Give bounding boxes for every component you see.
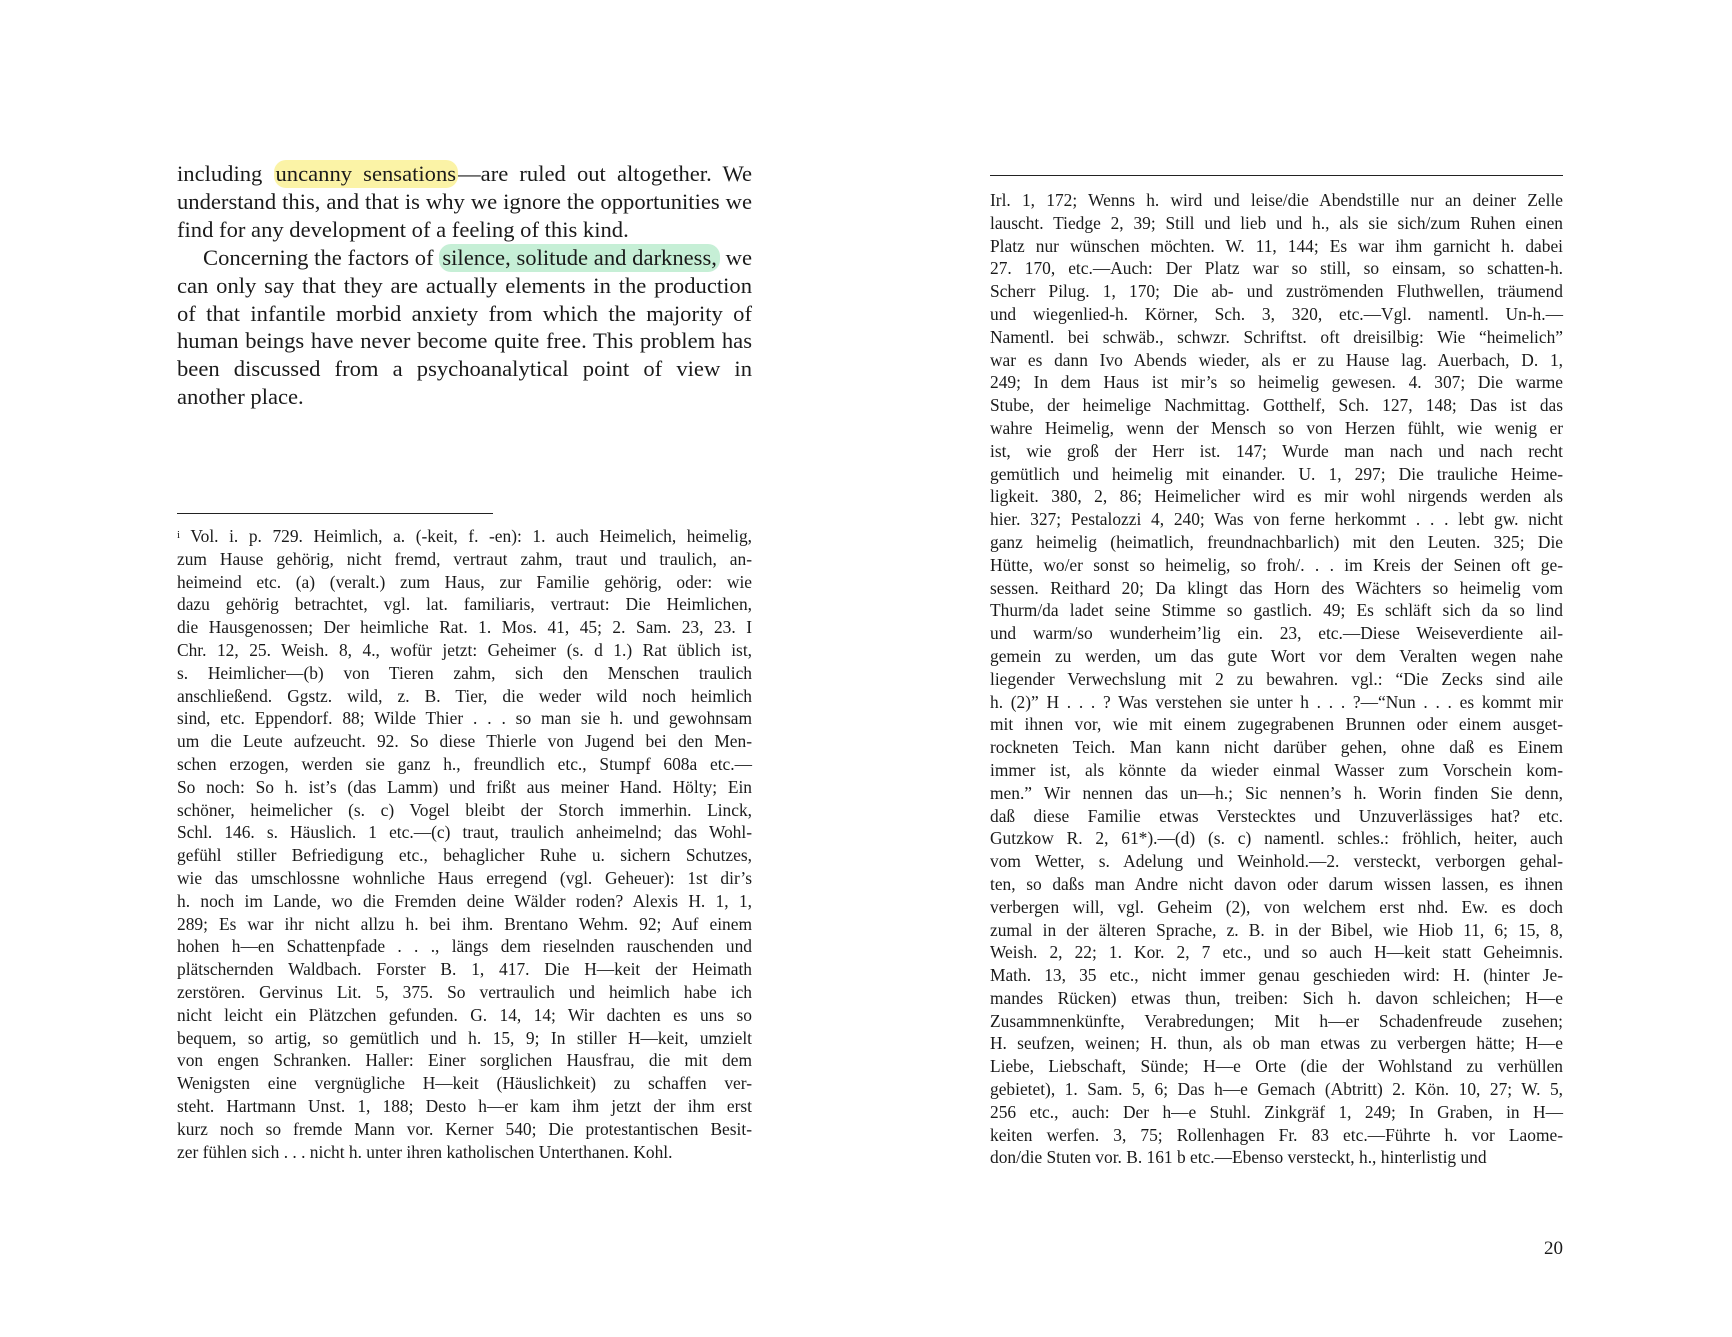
footnote-line: 27. 170, etc.—Auch: Der Platz war so still, so einsam, so schatten-h.	[990, 258, 1563, 279]
footnote-line: Namentl. bei schwäb., schwzr. Schriftst. oft dreisilbig: Wie “heimelich”	[990, 326, 1563, 347]
footnote-line: Irl. 1, 172; Wenns h. wird und leise/die Abendstille nur an deiner Zelle	[990, 190, 1563, 210]
footnote-line: Zusammnenkünfte, Verabredungen; Mit h—er Schadenfreude zusehen;	[990, 1010, 1563, 1031]
footnote-line: keiten werfen. 3, 75; Rollenhagen Fr. 83 etc.—Führte h. vor Laome-	[990, 1124, 1563, 1145]
paragraph-2	[177, 244, 752, 411]
footnote-line: Scherr Pilug. 1, 170; Die ab- und zuströmenden Fluthwellen, träumend	[990, 281, 1563, 302]
footnote-line: Weish. 2, 22; 1. Kor. 2, 7 etc., und so auch H—keit statt Geheimnis.	[990, 942, 1563, 963]
footnote-line: lauscht. Tiedge 2, 39; Still und lieb und h., als sie sich/zum Ruhen einen	[990, 212, 1563, 233]
footnote-line	[177, 525, 752, 548]
footnote-line: zumal in der älteren Sprache, z. B. in der Bibel, wie Hiob 11, 6; 15, 8,	[990, 919, 1563, 940]
footnote-line: wie das umschlossne wohnliche Haus erregend (vgl. Geheuer): 1st dir’s	[177, 867, 752, 888]
highlight-silence-solitude-darkness[interactable]: silence, solitude and darkness,	[439, 244, 720, 272]
footnote-line: dazu gehörig betrachtet, vgl. lat. familiaris, vertraut: Die Heimlichen,	[177, 594, 752, 615]
footnote-right-column	[990, 189, 1563, 1169]
footnote-line: vom Wetter, s. Adelung und Weinhold.—2. versteckt, verborgen gehal-	[990, 851, 1563, 872]
footnote-line: 256 etc., auch: Der h—e Stuhl. Zinkgräf 1, 249; In Graben, in H—	[990, 1101, 1563, 1122]
footnote-line: sessen. Reithard 20; Da klingt das Horn des Wächters so heimelig vom	[990, 577, 1563, 598]
footnote-line: 249; In dem Haus ist mir’s so heimelig gewesen. 4. 307; Die warme	[990, 372, 1563, 393]
footnote-line: Hütte, wo/er sonst so heimelig, so froh/. . . im Kreis der Seinen oft ge-	[990, 554, 1563, 575]
footnote-line: rockneten Teich. Man kann nicht darüber gehen, ohne daß es Einem	[990, 737, 1563, 758]
footnote-line: Platz nur wünschen möchten. W. 11, 144; Es war ihm garnicht h. dabei	[990, 235, 1563, 256]
footnote-left-column	[177, 525, 752, 1163]
footnote-line: Math. 13, 35 etc., nicht immer genau geschieden wird: H. (hinter Je-	[990, 965, 1563, 986]
footnote-line: schen erzogen, werden sie ganz h., freundlich etc., Stumpf 608a etc.—	[177, 753, 752, 774]
footnote-line: Thurm/da ladet seine Stimme so gastlich. 49; Es schläft sich da so lind	[990, 600, 1563, 621]
footnote-line: plätschernden Waldbach. Forster B. 1, 417. Die H—keit der Heimath	[177, 959, 752, 980]
footnote-line: Chr. 12, 25. Weish. 8, 4., wofür jetzt: Geheimer (s. d 1.) Rat üblich ist,	[177, 639, 752, 660]
footnote-line: ten, so daßs man Andre nicht davon oder darum wissen lassen, es ihnen	[990, 873, 1563, 894]
footnote-line: wahre Heimelig, wenn der Mensch so von Herzen fühlt, wie wenig er	[990, 417, 1563, 438]
footnote-line: don/die Stuten vor. B. 161 b etc.—Ebenso versteckt, h., hinterlistig und	[990, 1147, 1487, 1168]
page-number: 20	[1544, 1238, 1563, 1259]
footnote-line: Stube, der heimelige Nachmittag. Gotthelf, Sch. 127, 148; Das ist das	[990, 395, 1563, 416]
footnote-line: immer ist, als könnte da wieder einmal Wasser zum Vorschein kom-	[990, 759, 1563, 780]
main-text	[177, 160, 752, 411]
footnote-line: heimeind etc. (a) (veralt.) zum Haus, zur Familie gehörig, oder: wie	[177, 571, 752, 592]
highlight-uncanny-sensations[interactable]: uncanny sensations	[275, 161, 457, 186]
footnote-line: zum Hause gehörig, nicht fremd, vertraut zahm, traut und traulich, an-	[177, 548, 752, 569]
footnote-line: schöner, heimelicher (s. c) Vogel bleibt der Storch immerhin. Linck,	[177, 799, 752, 820]
footnote-line: 289; Es war ihr nicht allzu h. bei ihm. Brentano Wehm. 92; Auf einem	[177, 913, 752, 934]
footnote-line: gebietet), 1. Sam. 5, 6; Das h—e Gemach (Abtritt) 2. Kön. 10, 27; W. 5,	[990, 1079, 1563, 1100]
footnote-line: ganz heimelig (heimatlich, freundnachbarlich) mit den Leuten. 325; Die	[990, 531, 1563, 552]
footnote-divider-right	[990, 175, 1563, 176]
footnote-line: hier. 327; Pestalozzi 4, 240; Was von ferne herkommt . . . lebt gw. nicht	[990, 509, 1563, 530]
footnote-line: zerstören. Gervinus Lit. 5, 375. So vertraulich und heimlich habe ich	[177, 981, 752, 1002]
footnote-line: sind, etc. Eppendorf. 88; Wilde Thier . . . so man sie h. und gewohnsam	[177, 708, 752, 729]
footnote-line: war es dann Ivo Abends wieder, als er zu Hause lag. Auerbach, D. 1,	[990, 349, 1563, 370]
footnote-line: und warm/so wunderheim’lig ein. 23, etc.—Diese Weiseverdiente ail-	[990, 623, 1563, 644]
footnote-line: ligkeit. 380, 2, 86; Heimelicher wird es mir wohl nirgends werden als	[990, 486, 1563, 507]
footnote-line: verbergen will, vgl. Geheim (2), von welchem erst nhd. Ew. es doch	[990, 896, 1563, 917]
footnote-line: Gutzkow R. 2, 61*).—(d) (s. c) namentl. schles.: fröhlich, heiter, auch	[990, 828, 1563, 849]
footnote-line: h. (2)” H . . . ? Was verstehen sie unter h . . . ?—“Nun . . . es kommt mir	[990, 691, 1563, 712]
footnote-line: und wiegenlied-h. Körner, Sch. 3, 320, etc.—Vgl. namentl. Un-h.—	[990, 303, 1563, 324]
p2-text-pre: Concerning the factors of	[203, 244, 440, 270]
footnote-line: H. seufzen, weinen; H. thun, als ob man etwas zu verbergen hätte; H—e	[990, 1033, 1563, 1054]
footnote-line: Schl. 146. s. Häuslich. 1 etc.—(c) traut, traulich anheimelnd; das Wohl-	[177, 822, 752, 843]
footnote-line: liegender Verwechslung mit 2 zu bewahren. vgl.: “Die Zecks sind aile	[990, 668, 1563, 689]
footnote-line: von engen Schranken. Haller: Einer sorglichen Hausfrau, die mit dem	[177, 1050, 752, 1071]
footnote-line: h. noch im Lande, wo die Fremden deine Wälder roden? Alexis H. 1, 1,	[177, 890, 752, 911]
footnote-line: steht. Hartmann Unst. 1, 188; Desto h—er kam ihm jetzt der ihm erst	[177, 1095, 752, 1116]
footnote-line: um die Leute aufzeucht. 92. So diese Thierle von Jugend bei den Men-	[177, 731, 752, 752]
footnote-line: mandes Rücken) etwas thun, treiben: Sich h. davon schleichen; H—e	[990, 987, 1563, 1008]
p1-text-pre: including	[177, 161, 274, 186]
footnote-line: ist, wie groß der Herr ist. 147; Wurde man nach und nach recht	[990, 440, 1563, 461]
footnote-line: s. Heimlicher—(b) von Tieren zahm, sich den Menschen traulich	[177, 662, 752, 683]
footnote-line: mit ihnen vor, wie mit einem zugegrabenen Brunnen oder einem ausget-	[990, 714, 1563, 735]
footnote-line: gemein zu werden, um das gute Wort vor dem Veralten wegen nahe	[990, 645, 1563, 666]
paragraph-1	[177, 160, 752, 244]
p2-text-post: we can only say that they are actually elements in the production of that infantile morbid anxiety from which the majority of human beings have never become quite free. This problem has been discussed from a psychoanalytical point of view in another place.	[177, 244, 752, 410]
p1-text-post: —are ruled out altogether. We understand this, and that is why we ignore the opportunities we find for any development of a feeling of this kind.	[177, 161, 752, 242]
footnote-line: daß diese Familie etwas Verstecktes und Unzuverlässiges hat? etc.	[990, 805, 1563, 826]
footnote-line: die Hausgenossen; Der heimliche Rat. 1. Mos. 41, 45; 2. Sam. 23, 23. I	[177, 617, 752, 638]
footnote-line: Liebe, Liebschaft, Sünde; H—e Orte (die der Wohlstand zu verhüllen	[990, 1056, 1563, 1077]
footnote-line: So noch: So h. ist’s (das Lamm) und frißt aus meiner Hand. Hölty; Ein	[177, 776, 752, 797]
footnote-line: hohen h—en Schattenpfade . . ., längs dem rieselnden rauschenden und	[177, 936, 752, 957]
footnote-line: gemütlich und heimelig mit einander. U. 1, 297; Die trauliche Heime-	[990, 463, 1563, 484]
footnote-line: gefühl stiller Befriedigung etc., behaglicher Ruhe u. sichern Schutzes,	[177, 845, 752, 866]
footnote-line-text: Vol. i. p. 729. Heimlich, a. (-keit, f. -en): 1. auch Heimelich, heimelig,	[180, 526, 752, 546]
footnote-line: nicht leicht ein Plätzchen gefunden. G. 14, 14; Wir dachten es uns so	[177, 1004, 752, 1025]
footnote-divider-left	[177, 513, 493, 514]
footnote-line: kurz noch so fremde Mann vor. Kerner 540; Die protestantischen Besit-	[177, 1118, 752, 1139]
footnote-line: anschließend. Ggstz. wild, z. B. Tier, die weder wild noch heimlich	[177, 685, 752, 706]
footnote-line: Wenigsten eine vergnügliche H—keit (Häuslichkeit) zu schaffen ver-	[177, 1073, 752, 1094]
footnote-line: bequem, so artig, so gemütlich und h. 15, 9; In stiller H—keit, umzielt	[177, 1027, 752, 1048]
footnote-marker: i	[177, 529, 181, 541]
footnote-line: men.” Wir nennen das un—h.; Sic nennen’s h. Worin finden Sie denn,	[990, 782, 1563, 803]
footnote-line: zer fühlen sich . . . nicht h. unter ihren katholischen Unterthanen. Kohl.	[177, 1141, 673, 1162]
